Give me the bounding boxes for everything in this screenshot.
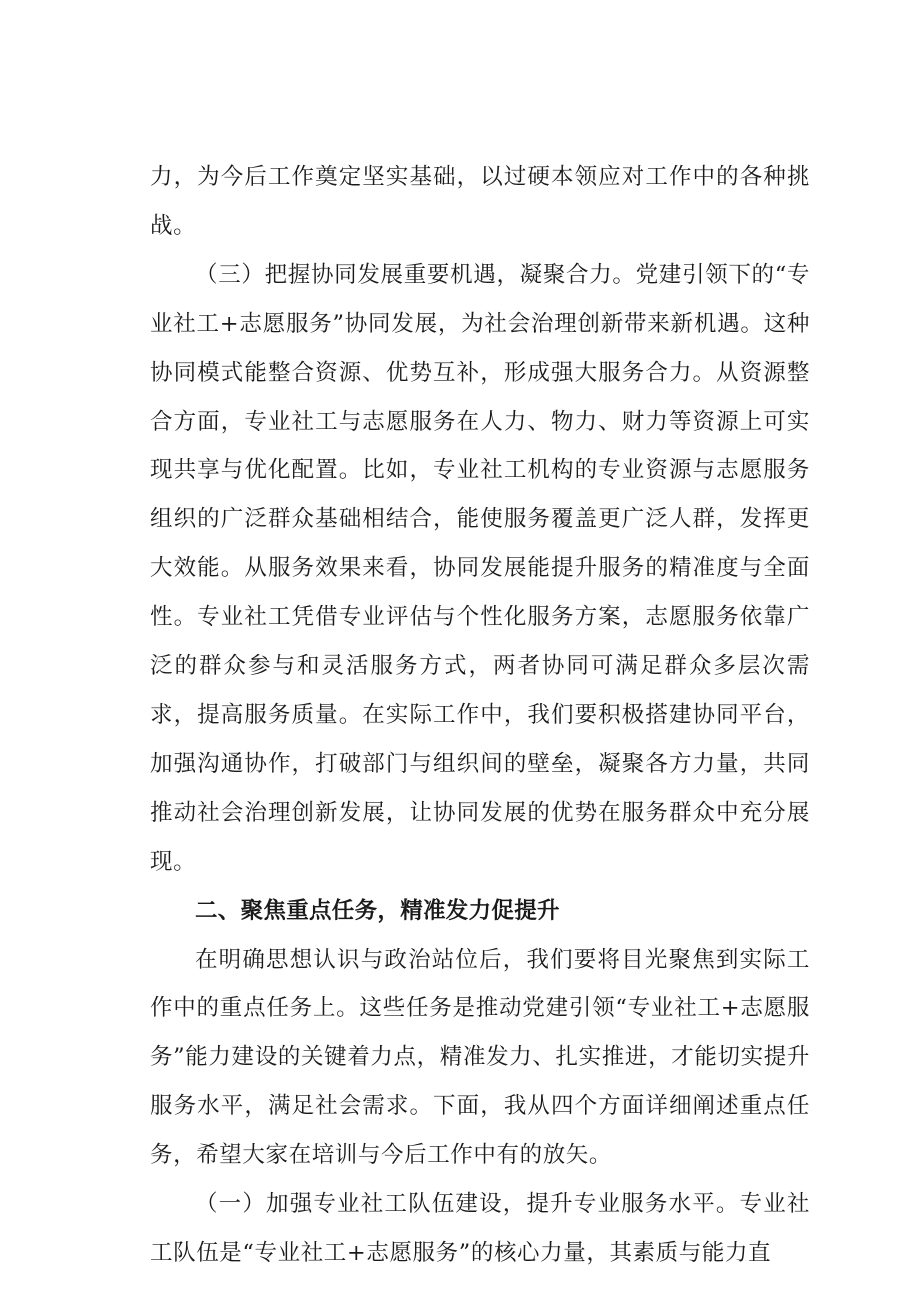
- section-intro-paragraph: 在明确思想认识与政治站位后，我们要将目光聚焦到实际工作中的重点任务上。这些任务是推动党建引领“专业社工+志愿服务”能力建设的关键着力点，精准发力、扎实推进，才能切实提升服务水平，满足社会需求。下面，我从四个方面详细阐述重点任务，希望大家在培训与今后工作中有的放矢。: [150, 946, 810, 1169]
- continuation-paragraph: 力，为今后工作奠定坚实基础，以过硬本领应对工作中的各种挑战。: [150, 164, 810, 239]
- subsection-paragraph-one: （一）加强专业社工队伍建设，提升专业服务水平。专业社工队伍是“专业社工+志愿服务”的核心力量，其素质与能力直: [150, 1191, 810, 1266]
- document-body: [150, 153, 810, 1278]
- section-paragraph-synergy: （三）把握协同发展重要机遇，凝聚合力。党建引领下的“专业社工+志愿服务”协同发展，为社会治理创新带来新机遇。这种协同模式能整合资源、优势互补，形成强大服务合力。从资源整合方面，专业社工与志愿服务在人力、物力、财力等资源上可实现共享与优化配置。比如，专业社工机构的专业资源与志愿服务组织的广泛群众基础相结合，能使服务覆盖更广泛人群，发挥更大效能。从服务效果来看，协同发展能提升服务的精准度与全面性。专业社工凭借专业评估与个性化服务方案，志愿服务依靠广泛的群众参与和灵活服务方式，两者协同可满足群众多层次需求，提高服务质量。在实际工作中，我们要积极搭建协同平台，加强沟通协作，打破部门与组织间的壁垒，凝聚各方力量，共同推动社会治理创新发展，让协同发展的优势在服务群众中充分展现。: [150, 261, 810, 875]
- section-heading-two: 二、聚焦重点任务，精准发力促提升: [195, 897, 560, 924]
